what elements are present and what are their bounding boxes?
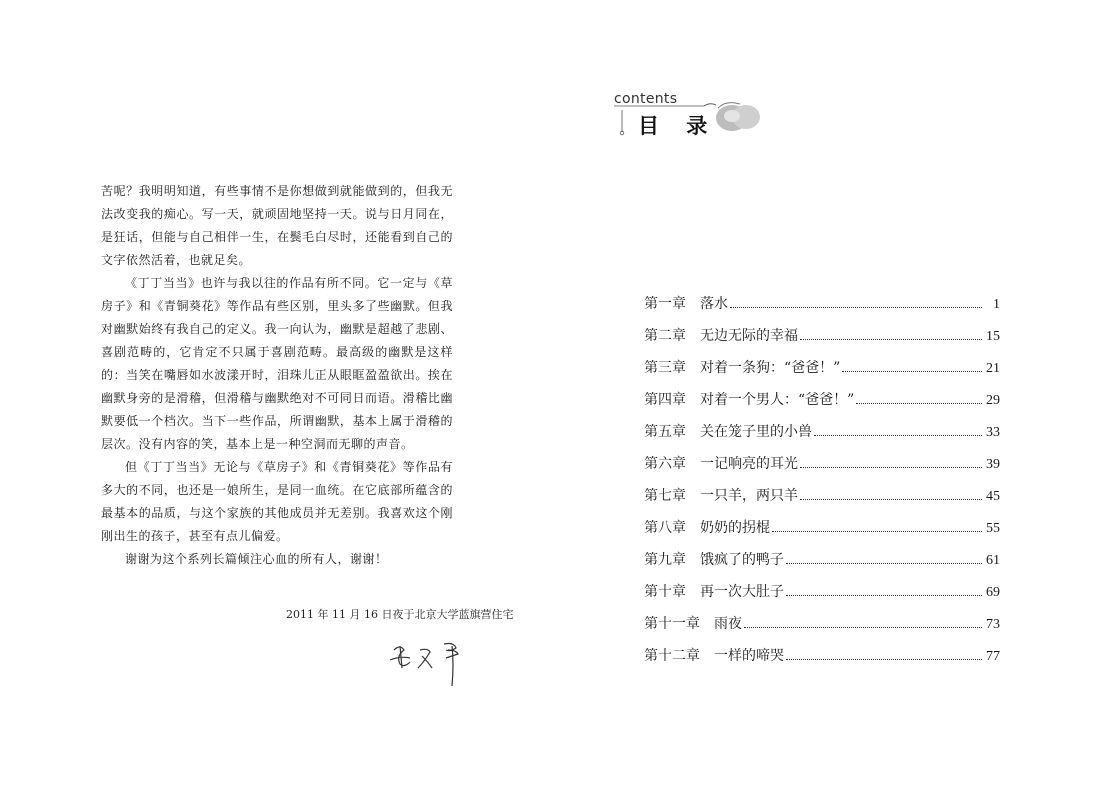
toc-title: 目 录 [638,113,718,138]
dot-leader [800,498,982,500]
chapter-title: 再一次大肚子 [700,584,784,600]
chapter-title: 落水 [700,296,728,312]
toc-entry[interactable] [644,357,1000,389]
dot-leader [856,402,982,404]
dot-leader [786,658,982,660]
toc-entry[interactable] [644,549,1000,581]
chapter-number: 第四章 [644,392,686,408]
chapter-title: 饿疯了的鸭子 [700,552,784,568]
page-number: 61 [986,553,1000,568]
toc-entry[interactable] [644,645,1000,677]
dot-leader [786,562,982,564]
chapter-title: 一记响亮的耳光 [700,456,798,472]
chapter-title: 奶奶的拐棍 [700,520,770,536]
dot-leader [730,306,982,308]
chapter-number: 第九章 [644,552,686,568]
chapter-title: 对着一个男人：“爸爸！” [700,392,855,408]
toc-entry[interactable] [644,517,1000,549]
page-number: 33 [986,425,1000,440]
paragraph: 谢谢为这个系列长篇倾注心血的所有人，谢谢！ [125,552,388,566]
page-number: 45 [986,489,1000,504]
page-number: 55 [986,521,1000,536]
handwritten-signature [386,636,476,688]
toc-entry[interactable] [644,581,1000,613]
table-of-contents [644,293,1000,677]
afterword-text [101,180,453,571]
page-number: 73 [986,617,1000,632]
chapter-title: 关在笼子里的小兽 [700,424,812,440]
paragraph: 苦呢？我明明知道，有些事情不是你想做到就能做到的，但我无法改变我的痴心。写一天，就顽固地坚持一天。说与日月同在，是狂话，但能与自己相伴一生，在鬓毛白尽时，还能看到自己的文字依然活着，也就足矣。 [101,184,453,267]
sign-date: 2011 年 11 月 16 日夜于北京大学蓝旗营住宅 [286,608,514,621]
chapter-number: 第八章 [644,520,686,536]
chapter-number: 第十一章 [644,616,700,632]
chapter-title: 一样的啼哭 [714,648,784,664]
toc-entry[interactable] [644,485,1000,517]
chapter-number: 第十二章 [644,648,700,664]
contents-word: contents [614,91,678,107]
dot-leader [800,466,982,468]
chapter-number: 第二章 [644,328,686,344]
chapter-title: 雨夜 [714,616,742,632]
paragraph: 但《丁丁当当》无论与《草房子》和《青铜葵花》等作品有多大的不同，也还是一娘所生，是同一血统。在它底部所蕴含的最基本的品质，与这个家族的其他成员并无差别。我喜欢这个刚刚出生的孩子，甚至有点儿偏爱。 [101,460,453,543]
page-number: 69 [986,585,1000,600]
chapter-number: 第五章 [644,424,686,440]
page-number: 39 [986,457,1000,472]
chapter-title: 无边无际的幸福 [700,328,798,344]
dot-leader [814,434,982,436]
toc-entry[interactable] [644,613,1000,645]
chapter-number: 第七章 [644,488,686,504]
dot-leader [800,338,982,340]
dot-leader [786,594,982,596]
dot-leader [842,370,982,372]
toc-entry[interactable] [644,421,1000,453]
chapter-number: 第三章 [644,360,686,376]
page-number: 77 [986,649,1000,664]
toc-entry[interactable] [644,389,1000,421]
chapter-number: 第一章 [644,296,686,312]
page-number: 15 [986,329,1000,344]
dot-leader [772,530,982,532]
paragraph: 《丁丁当当》也许与我以往的作品有所不同。它一定与《草房子》和《青铜葵花》等作品有些区别，里头多了些幽默。但我对幽默始终有我自己的定义。我一向认为，幽默是超越了悲剧、喜剧范畴的，它肯定不只属于喜剧范畴。最高级的幽默是这样的：当笑在嘴唇如水波漾开时，泪珠儿正从眼眶盈盈欲出。挨在幽默身旁的是滑稽，但滑稽与幽默绝对不可同日而语。滑稽比幽默要低一个档次。当下一些作品，所谓幽默，基本上属于滑稽的层次。没有内容的笑，基本上是一种空洞而无聊的声音。 [101,276,453,451]
page-number: 1 [993,297,1000,312]
contents-header [608,90,778,150]
page-number: 29 [986,393,1000,408]
chapter-number: 第十章 [644,584,686,600]
chapter-number: 第六章 [644,456,686,472]
toc-entry[interactable] [644,293,1000,325]
chapter-title: 一只羊，两只羊 [700,488,798,504]
chapter-title: 对着一条狗：“爸爸！” [700,360,841,376]
page-number: 21 [986,361,1000,376]
toc-entry[interactable] [644,453,1000,485]
dot-leader [744,626,982,628]
right-page [548,0,1096,786]
toc-entry[interactable] [644,325,1000,357]
